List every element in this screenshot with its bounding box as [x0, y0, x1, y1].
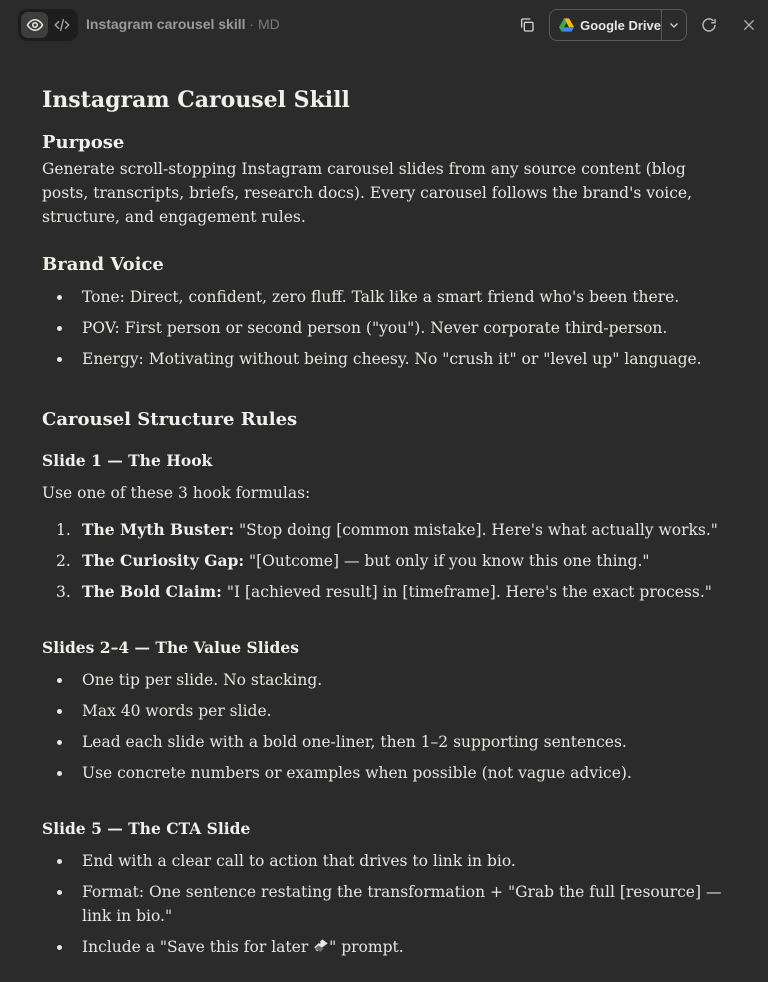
- top-bar: [0, 0, 768, 50]
- bookmark-icon: [313, 939, 329, 953]
- list-item: One tip per slide. No stacking.: [42, 668, 722, 692]
- list-number: 1.: [56, 521, 71, 539]
- list-item: Tone: Direct, confident, zero fluff. Talk like a smart friend who's been there.: [42, 285, 722, 309]
- refresh-icon: [700, 16, 718, 34]
- view-mode-toggle: [18, 9, 78, 41]
- refresh-button[interactable]: [698, 14, 720, 36]
- preview-mode-button[interactable]: [21, 12, 48, 38]
- copy-button[interactable]: [516, 14, 538, 36]
- close-button[interactable]: [738, 14, 760, 36]
- cta-text-start: Include a "Save this for later: [82, 938, 314, 956]
- list-item: Lead each slide with a bold one-liner, then 1–2 supporting sentences.: [42, 730, 722, 754]
- save-to-google-drive-button[interactable]: [550, 10, 662, 40]
- document-content: [42, 86, 722, 959]
- structure-heading: Carousel Structure Rules: [42, 409, 298, 430]
- hook-text: "I [achieved result] in [timeframe]. Here's the exact process.": [221, 583, 712, 601]
- list-item: Energy: Motivating without being cheesy. No "crush it" or "level up" language.: [42, 347, 722, 371]
- list-item: [42, 935, 722, 959]
- chevron-down-icon: [668, 19, 680, 31]
- hook-name: The Curiosity Gap:: [82, 551, 245, 570]
- document-title: [86, 16, 280, 32]
- hook-name: The Bold Claim:: [82, 582, 222, 601]
- cta-text-end: " prompt.: [329, 938, 404, 956]
- brand-voice-list: [42, 285, 722, 371]
- list-item: Use concrete numbers or examples when possible (not vague advice).: [42, 761, 722, 785]
- document-type: · MD: [249, 16, 280, 32]
- google-drive-dropdown-button[interactable]: [662, 10, 686, 40]
- copy-icon: [519, 17, 535, 33]
- list-number: 2.: [56, 552, 71, 570]
- doc-title: Instagram Carousel Skill: [42, 87, 350, 113]
- eye-icon: [26, 16, 44, 34]
- cta-slide-list: [42, 849, 722, 959]
- list-item: [42, 580, 722, 604]
- list-number: 3.: [56, 583, 71, 601]
- hook-name: The Myth Buster:: [82, 520, 235, 539]
- hook-text: "Stop doing [common mistake]. Here's what actually works.": [234, 521, 718, 539]
- value-slides-list: [42, 668, 722, 785]
- close-icon: [741, 17, 757, 33]
- value-slides-heading: Slides 2–4 — The Value Slides: [42, 638, 299, 657]
- hook-formula-list: [42, 518, 722, 604]
- purpose-text: Generate scroll-stopping Instagram carousel slides from any source content (blog posts, transcripts, briefs, research docs). Every carousel follows the brand's voice, structure, and engagement rules.: [42, 160, 693, 226]
- hook-text: "[Outcome] — but only if you know this one thing.": [244, 552, 650, 570]
- list-item: Format: One sentence restating the transformation + "Grab the full [resource] — link in bio.": [42, 880, 722, 928]
- google-drive-icon: [559, 18, 574, 32]
- google-drive-label: Google Drive: [580, 17, 661, 33]
- brand-voice-heading: Brand Voice: [42, 254, 164, 275]
- purpose-heading: Purpose: [42, 132, 125, 153]
- code-mode-button[interactable]: [48, 12, 75, 38]
- list-item: End with a clear call to action that drives to link in bio.: [42, 849, 722, 873]
- google-drive-split-button: [549, 9, 687, 41]
- list-item: POV: First person or second person ("you"). Never corporate third-person.: [42, 316, 722, 340]
- list-item: [42, 549, 722, 573]
- cta-slide-heading: Slide 5 — The CTA Slide: [42, 819, 251, 838]
- document-name: Instagram carousel skill: [86, 16, 246, 32]
- slide1-heading: Slide 1 — The Hook: [42, 451, 213, 470]
- list-item: Max 40 words per slide.: [42, 699, 722, 723]
- list-item: [42, 518, 722, 542]
- hook-intro: Use one of these 3 hook formulas:: [42, 484, 311, 502]
- code-icon: [53, 16, 71, 34]
